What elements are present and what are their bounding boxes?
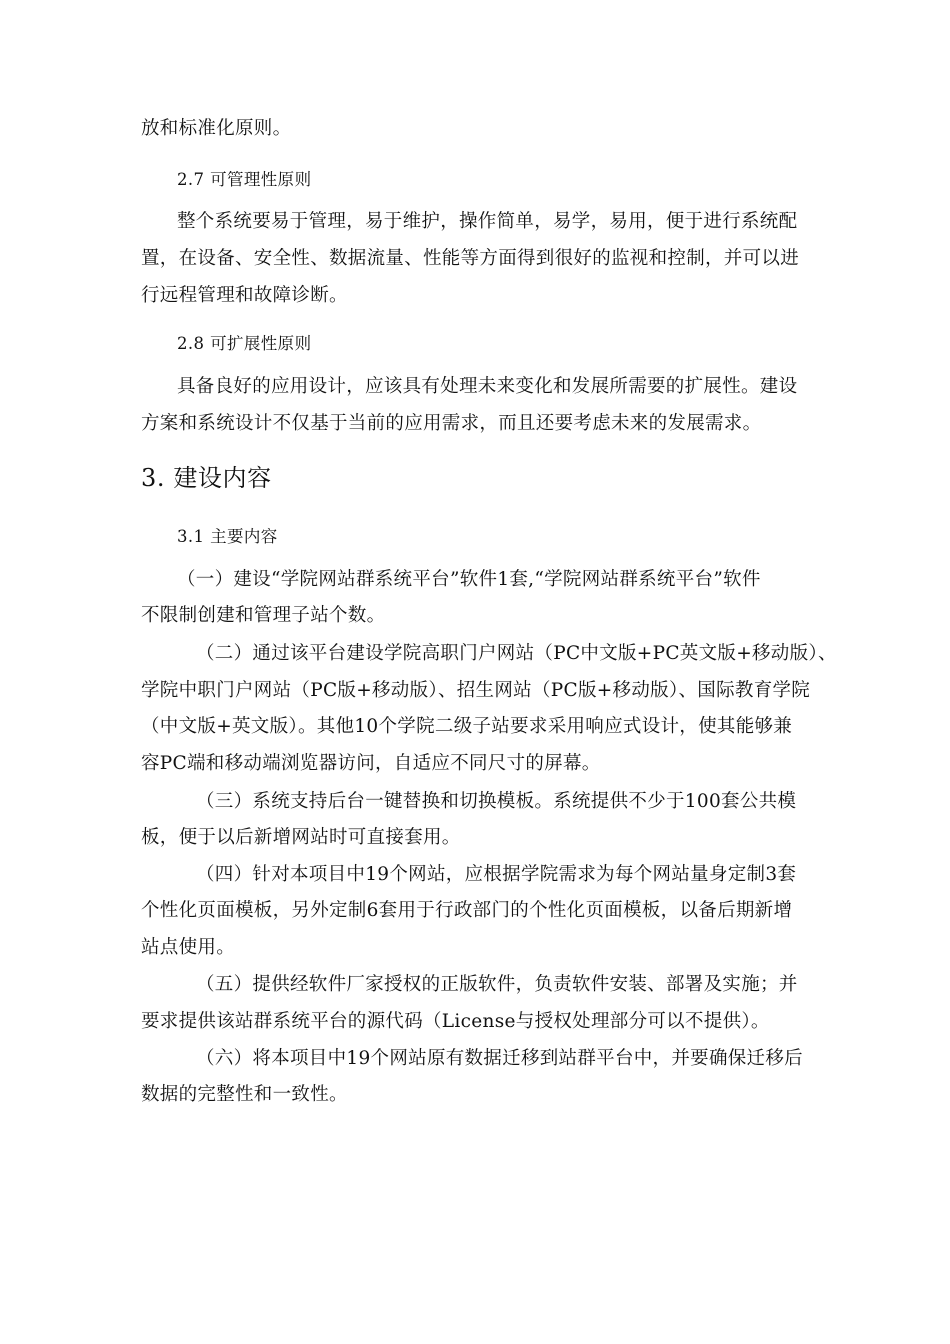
item-2-line-1: （二）通过该平台建设学院高职门户网站（PC中文版+PC英文版+移动版）、 [196,643,837,664]
item-5-line-2: 要求提供该站群系统平台的源代码（License与授权处理部分可以不提供）。 [141,1011,770,1032]
item-4-line-2: 个性化页面模板，另外定制6套用于行政部门的个性化页面模板，以备后期新增 [141,900,793,921]
item-4-line-3: 站点使用。 [141,937,236,958]
item-6-line-2: 数据的完整性和一致性。 [141,1084,348,1105]
section-3-1-heading: 3.1 主要内容 [177,527,278,546]
section-2-7-line-2: 置，在设备、安全性、数据流量、性能等方面得到很好的监视和控制，并可以进 [141,248,800,269]
section-2-7-line-1: 整个系统要易于管理，易于维护，操作简单，易学，易用，便于进行系统配 [177,211,798,232]
section-2-7-line-3: 行远程管理和故障诊断。 [141,285,348,306]
item-3-line-1: （三）系统支持后台一键替换和切换模板。系统提供不少于100套公共模 [196,791,797,812]
section-2-8-line-1: 具备良好的应用设计，应该具有处理未来变化和发展所需要的扩展性。建设 [177,376,798,397]
item-1-line-2: 不限制创建和管理子站个数。 [141,605,386,626]
item-2-line-4: 容PC端和移动端浏览器访问，自适应不同尺寸的屏幕。 [141,753,601,774]
section-2-7-heading: 2.7 可管理性原则 [177,170,312,189]
item-4-line-1: （四）针对本项目中19个网站，应根据学院需求为每个网站量身定制3套 [196,864,797,885]
section-2-8-line-2: 方案和系统设计不仅基于当前的应用需求，而且还要考虑未来的发展需求。 [141,413,762,434]
section-2-8-heading: 2.8 可扩展性原则 [177,334,312,353]
item-5-line-1: （五）提供经软件厂家授权的正版软件，负责软件安装、部署及实施；并 [196,974,798,995]
item-2-line-2: 学院中职门户网站（PC版+移动版）、招生网站（PC版+移动版）、国际教育学院 [141,680,811,701]
item-2-line-3: （中文版+英文版）。其他10个学院二级子站要求采用响应式设计，使其能够兼 [141,716,793,737]
chapter-3-heading: 3. 建设内容 [141,464,272,492]
item-6-line-1: （六）将本项目中19个网站原有数据迁移到站群平台中，并要确保迁移后 [196,1048,803,1069]
intro-line-1: 放和标准化原则。 [141,118,292,139]
item-1-line-1: （一）建设“学院网站群系统平台”软件1套,“学院网站群系统平台”软件 [177,569,761,590]
item-3-line-2: 板，便于以后新增网站时可直接套用。 [141,827,461,848]
